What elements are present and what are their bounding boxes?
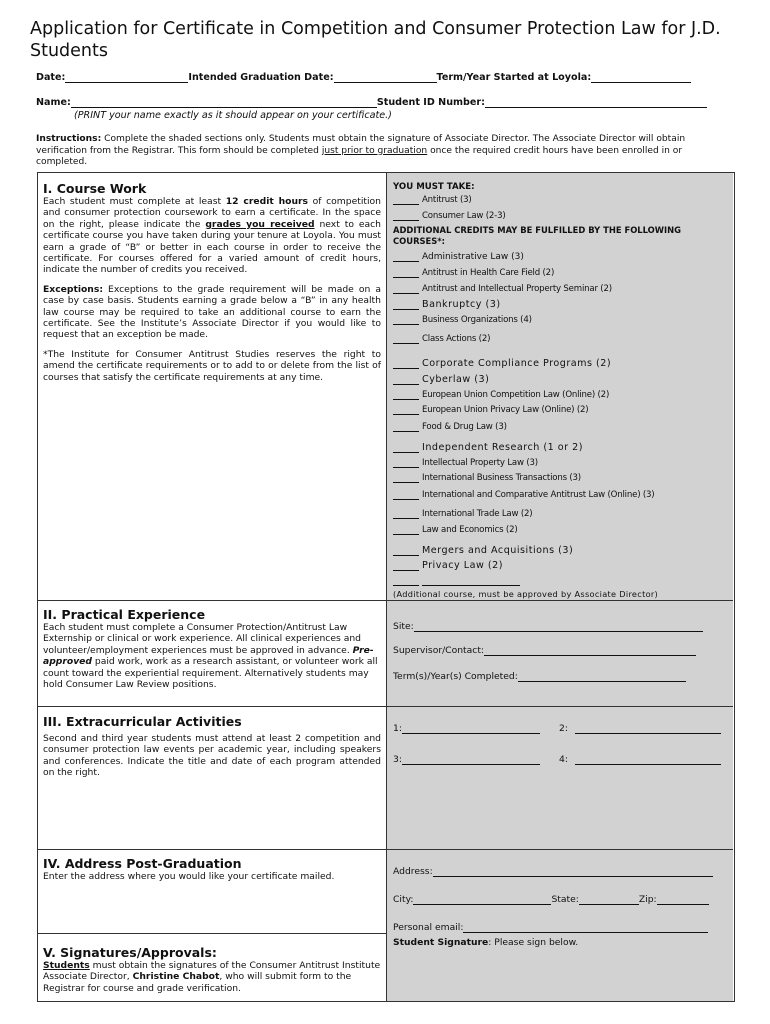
course-name: Privacy Law (2) bbox=[422, 560, 503, 571]
course-row bbox=[393, 315, 532, 325]
course-row bbox=[393, 560, 503, 571]
zip-field[interactable] bbox=[657, 896, 709, 905]
city-label: City: bbox=[393, 894, 414, 905]
site-label: Site: bbox=[393, 621, 414, 632]
grade-field[interactable] bbox=[393, 423, 419, 432]
course-name: International Business Transactions (3) bbox=[422, 473, 581, 483]
divider bbox=[38, 600, 733, 601]
event-4-label: 4: bbox=[559, 754, 568, 765]
term-completed-label: Term(s)/Year(s) Completed: bbox=[393, 671, 518, 682]
instructions-underlined: just prior to graduation bbox=[321, 145, 428, 156]
course-row bbox=[393, 473, 581, 483]
practical-experience-section bbox=[43, 607, 381, 690]
event-2-row bbox=[559, 723, 721, 734]
grade-field[interactable] bbox=[393, 459, 419, 468]
city-field[interactable] bbox=[413, 896, 551, 905]
address-section bbox=[43, 856, 381, 882]
course-name: Intellectual Property Law (3) bbox=[422, 458, 538, 468]
course-row bbox=[393, 525, 518, 535]
name-hint: (PRINT your name exactly as it should appear on your certificate.) bbox=[74, 110, 392, 121]
event-3-field[interactable] bbox=[402, 756, 540, 765]
signature-instruction: : Please sign below. bbox=[488, 937, 579, 948]
grade-field[interactable] bbox=[393, 301, 419, 310]
instructions-text: Complete the shaded sections only. Students must obtain the signature of Associate Director. The Associate Director will obtain verification from the Registrar. This form should be completed bbox=[36, 134, 686, 156]
date-label: Date: bbox=[36, 72, 66, 83]
grade-field[interactable] bbox=[393, 269, 419, 278]
grade-field[interactable] bbox=[393, 196, 419, 205]
name-row bbox=[36, 97, 707, 108]
course-name: Consumer Law (2-3) bbox=[422, 211, 506, 221]
address-field[interactable] bbox=[433, 868, 713, 877]
grade-field[interactable] bbox=[393, 444, 419, 453]
course-row bbox=[393, 299, 501, 310]
address-row bbox=[393, 866, 713, 877]
must-take-label: YOU MUST TAKE: bbox=[393, 182, 475, 192]
course-name: Business Organizations (4) bbox=[422, 315, 532, 325]
course-work-text: Each student must complete at least 12 credit hours of competition and consumer protection coursework to earn a certificate. In the space on the right, please indicate the grades you received next to each certificate course you have taken during your tenure at Loyola. You must earn a grade of “B” or better in each course in order to receive the certificate. For courses offered for a varied amount of credit hours, indicate the number of credits you received. bbox=[43, 196, 381, 276]
grade-field[interactable] bbox=[393, 285, 419, 294]
grade-field[interactable] bbox=[393, 547, 419, 556]
course-name: International Trade Law (2) bbox=[422, 509, 533, 519]
grade-field[interactable] bbox=[393, 316, 419, 325]
exceptions-text: Exceptions: Exceptions to the grade requirement will be made on a case by case basis. Students earning a grade below a “B” in any health law course may be required to take an additional course to earn the certificate. See the Institute’s Associate Director if you would like to request that an exception be made. bbox=[43, 283, 381, 341]
email-label: Personal email: bbox=[393, 922, 464, 933]
name-label: Name: bbox=[36, 97, 71, 108]
signatures-title: V. Signatures/Approvals: bbox=[43, 945, 217, 960]
term-started-field[interactable] bbox=[591, 74, 691, 83]
event-2-label: 2: bbox=[559, 723, 568, 734]
course-name: European Union Competition Law (Online) (2) bbox=[422, 390, 610, 400]
extracurricular-title: III. Extracurricular Activities bbox=[43, 714, 242, 729]
course-row bbox=[393, 442, 583, 453]
signature-label-row bbox=[393, 937, 578, 948]
address-text: Enter the address where you would like your certificate mailed. bbox=[43, 871, 335, 882]
event-2-field[interactable] bbox=[575, 725, 721, 734]
course-name: Antitrust (3) bbox=[422, 195, 472, 205]
instructions-text-after: once the required credit hours have been enrolled in or completed. bbox=[36, 145, 683, 168]
course-name: Law and Economics (2) bbox=[422, 525, 518, 535]
divider bbox=[38, 849, 733, 850]
course-name: International and Comparative Antitrust Law (Online) (3) bbox=[422, 490, 655, 500]
name-field[interactable] bbox=[71, 99, 377, 108]
email-row bbox=[393, 922, 708, 933]
course-name: Independent Research (1 or 2) bbox=[422, 442, 584, 453]
course-name: Food & Drug Law (3) bbox=[422, 422, 507, 432]
additional-course-row bbox=[393, 577, 523, 586]
grade-field[interactable] bbox=[393, 335, 419, 344]
grade-field[interactable] bbox=[393, 491, 419, 500]
grade-field[interactable] bbox=[393, 406, 419, 415]
student-id-label: Student ID Number: bbox=[376, 97, 485, 108]
event-4-field[interactable] bbox=[575, 756, 721, 765]
course-row bbox=[393, 509, 532, 519]
date-row bbox=[36, 72, 691, 83]
signature-label: Student Signature bbox=[393, 937, 489, 948]
grade-field[interactable] bbox=[393, 376, 419, 385]
course-row bbox=[393, 195, 472, 205]
form-title: Application for Certificate in Competition and Consumer Protection Law for J.D. Students bbox=[30, 19, 721, 61]
event-4-row bbox=[559, 754, 721, 765]
shaded-column bbox=[386, 173, 733, 1001]
state-label: State: bbox=[551, 894, 579, 905]
additional-course-note: (Additional course, must be approved by Associate Director) bbox=[393, 589, 659, 599]
grade-field[interactable] bbox=[393, 360, 419, 369]
event-3-label: 3: bbox=[393, 754, 402, 765]
supervisor-row bbox=[393, 645, 696, 656]
institute-note: *The Institute for Consumer Antitrust Studies reserves the right to amend the certificate requirements or to add to or delete from the list of courses that satisfy the certificate requirements at any time. bbox=[43, 348, 381, 383]
course-row bbox=[393, 422, 507, 432]
date-field[interactable] bbox=[65, 74, 188, 83]
term-completed-field[interactable] bbox=[518, 673, 686, 682]
signatures-text: Students must obtain the signatures of the Consumer Antitrust Institute Associate Director, Christine Chabot, who will submit form to the Registrar for course and grade verification. bbox=[43, 960, 381, 994]
divider bbox=[38, 933, 386, 934]
course-name: Class Actions (2) bbox=[422, 334, 491, 344]
course-row bbox=[393, 358, 611, 369]
course-row bbox=[393, 545, 573, 556]
site-field[interactable] bbox=[414, 623, 703, 632]
course-row bbox=[393, 374, 489, 385]
course-row bbox=[393, 211, 506, 221]
student-id-field[interactable] bbox=[485, 99, 707, 108]
grade-field[interactable] bbox=[393, 212, 419, 221]
course-row bbox=[393, 284, 612, 294]
course-row bbox=[393, 334, 490, 344]
extracurricular-section bbox=[43, 714, 381, 779]
instructions bbox=[36, 134, 726, 169]
supervisor-field[interactable] bbox=[484, 647, 696, 656]
grade-field[interactable] bbox=[393, 562, 419, 571]
course-name: Bankruptcy (3) bbox=[422, 299, 501, 310]
grade-field[interactable] bbox=[393, 253, 419, 262]
signature-area[interactable] bbox=[393, 953, 727, 997]
term-completed-row bbox=[393, 671, 686, 682]
state-field[interactable] bbox=[579, 896, 639, 905]
course-row bbox=[393, 405, 588, 415]
event-3-row bbox=[393, 754, 540, 765]
course-work-section bbox=[43, 181, 381, 391]
zip-label: Zip: bbox=[638, 894, 657, 905]
grade-field[interactable] bbox=[393, 526, 419, 535]
city-state-zip-row bbox=[393, 894, 709, 905]
term-started-label: Term/Year Started at Loyola: bbox=[436, 72, 592, 83]
event-1-label: 1: bbox=[393, 723, 402, 734]
grade-field[interactable] bbox=[393, 577, 419, 586]
site-row bbox=[393, 621, 703, 632]
event-1-row bbox=[393, 723, 540, 734]
divider bbox=[38, 706, 733, 707]
course-row bbox=[393, 252, 524, 262]
course-row bbox=[393, 390, 609, 400]
course-name: Cyberlaw (3) bbox=[422, 374, 490, 385]
course-name: Antitrust in Health Care Field (2) bbox=[422, 268, 555, 278]
event-1-field[interactable] bbox=[402, 725, 540, 734]
grade-field[interactable] bbox=[393, 510, 419, 519]
address-label: Address: bbox=[393, 866, 433, 877]
practical-experience-title: II. Practical Experience bbox=[43, 607, 206, 622]
course-name: European Union Privacy Law (Online) (2) bbox=[422, 405, 589, 415]
course-row bbox=[393, 490, 654, 500]
course-row bbox=[393, 268, 554, 278]
signatures-section bbox=[43, 945, 381, 994]
address-title: IV. Address Post-Graduation bbox=[43, 856, 242, 871]
graduation-date-field[interactable] bbox=[334, 74, 437, 83]
email-field[interactable] bbox=[463, 924, 708, 933]
extracurricular-text: Second and third year students must attend at least 2 competition and consumer protection law events per academic year, including speakers and conferences. Indicate the title and date of each program attended on the right. bbox=[43, 733, 381, 779]
graduation-date-label: Intended Graduation Date: bbox=[188, 72, 334, 83]
application-form bbox=[37, 172, 735, 1002]
course-name: Administrative Law (3) bbox=[422, 252, 524, 262]
grade-field[interactable] bbox=[393, 391, 419, 400]
course-name: Mergers and Acquisitions (3) bbox=[422, 545, 574, 556]
course-name: Corporate Compliance Programs (2) bbox=[422, 358, 612, 369]
additional-credits-label: ADDITIONAL CREDITS MAY BE FULFILLED BY THE FOLLOWING COURSES*: bbox=[393, 225, 682, 246]
instructions-lead: Instructions: bbox=[36, 134, 102, 144]
course-name: Antitrust and Intellectual Property Seminar (2) bbox=[422, 284, 612, 294]
practical-experience-text: Each student must complete a Consumer Protection/Antitrust Law Externship or clinical or work experience. All clinical experiences and volunteer/employment experiences must be approved in advance. Pre-approved paid work, work as a research assistant, or volunteer work all count toward the experiential requirement. Alternatively students may hold Consumer Law Review positions. bbox=[43, 622, 378, 691]
course-work-title: I. Course Work bbox=[43, 181, 147, 196]
course-row bbox=[393, 458, 538, 468]
supervisor-label: Supervisor/Contact: bbox=[393, 645, 485, 656]
grade-field[interactable] bbox=[393, 474, 419, 483]
additional-course-field[interactable] bbox=[422, 577, 520, 586]
